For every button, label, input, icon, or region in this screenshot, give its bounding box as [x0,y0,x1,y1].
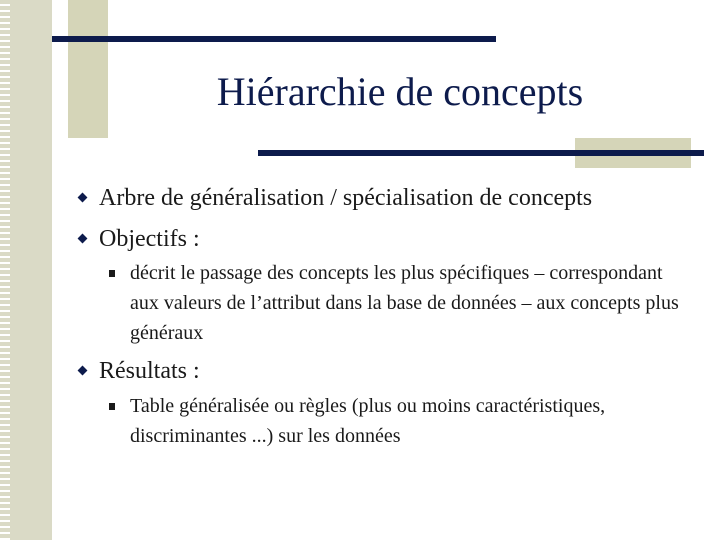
diamond-bullet-icon [78,234,88,244]
bullet-generalisation: Arbre de généralisation / spécialisation de concepts [99,185,593,211]
slide-title: Hiérarchie de concepts [216,69,584,114]
title-rule-top [52,36,496,42]
bullet-resultats: Résultats : [99,358,200,384]
diamond-bullet-icon [78,193,88,203]
title-rule-bottom [258,150,704,156]
square-bullet-icon [109,270,115,277]
bullet-objectifs: Objectifs : [99,226,200,252]
sub-bullet-objectifs: décrit le passage des concepts les plus spécifiques – correspondant aux valeurs de l’attribut dans la base de données – aux concepts plus généraux [130,262,679,344]
sub-bullet-resultats: Table généralisée ou règles (plus ou moins caractéristiques, discriminantes ...) sur les données [130,395,606,447]
decorative-strip [0,0,52,540]
square-bullet-icon [109,403,115,410]
diamond-bullet-icon [78,366,88,376]
